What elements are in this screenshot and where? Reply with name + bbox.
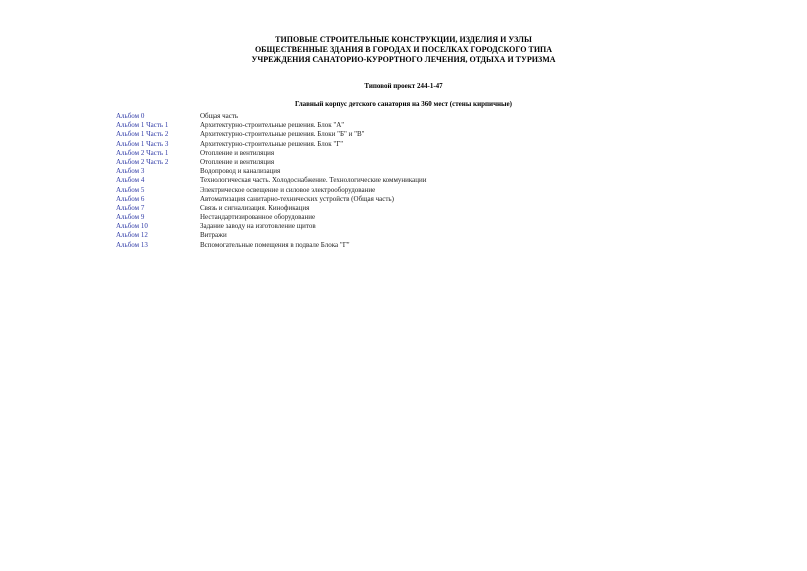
album-description: Электрическое освещение и силовое электрооборудование [200, 185, 376, 194]
album-row [116, 213, 736, 222]
album-description: Вспомогательные помещения в подвале Блока "Г" [200, 240, 350, 249]
album-description: Задание заводу на изготовление щитов [200, 222, 316, 231]
album-link[interactable]: Альбом 4 [116, 176, 145, 185]
album-link[interactable]: Альбом 1 Часть 3 [116, 139, 169, 148]
album-link[interactable]: Альбом 9 [116, 213, 145, 222]
album-description: Связь и сигнализация. Кинофикация [200, 203, 310, 212]
album-description: Отопление и вентиляция [200, 157, 275, 166]
album-row [116, 204, 736, 213]
album-link[interactable]: Альбом 1 Часть 1 [116, 121, 169, 130]
album-description: Архитектурно-строительные решения. Блок "Г" [200, 139, 344, 148]
album-description: Отопление и вентиляция [200, 148, 275, 157]
album-row [116, 241, 736, 250]
album-row [116, 130, 736, 139]
album-description: Архитектурно-строительные решения. Блок "А" [200, 121, 345, 130]
header-line-2: ОБЩЕСТВЕННЫЕ ЗДАНИЯ В ГОРОДАХ И ПОСЕЛКАХ ГОРОДСКОГО ТИПА [254, 45, 553, 54]
album-row [116, 195, 736, 204]
album-description: Водопровод и канализация [200, 167, 281, 176]
album-link[interactable]: Альбом 2 Часть 1 [116, 148, 169, 157]
album-row [116, 186, 736, 195]
album-description: Автоматизация санитарно-технических устройств (Общая часть) [200, 194, 394, 203]
album-description: Витражи [200, 231, 227, 240]
album-row [116, 176, 736, 185]
album-row [116, 158, 736, 167]
album-link[interactable]: Альбом 10 [116, 222, 148, 231]
album-row [116, 112, 736, 121]
album-description: Технологическая часть. Холодоснабжение. Технологические коммуникации [200, 176, 427, 185]
album-description: Общая часть [200, 112, 239, 120]
album-link[interactable]: Альбом 0 [116, 112, 145, 120]
header-line-3: УЧРЕЖДЕНИЯ САНАТОРИО-КУРОРТНОГО ЛЕЧЕНИЯ, ОТДЫХА И ТУРИЗМА [251, 55, 556, 64]
album-row [116, 149, 736, 158]
album-list [116, 112, 736, 250]
album-row [116, 121, 736, 130]
album-link[interactable]: Альбом 13 [116, 240, 148, 249]
album-row [116, 140, 736, 149]
album-description: Архитектурно-строительные решения. Блоки "Б" и "В" [200, 130, 365, 139]
album-link[interactable]: Альбом 3 [116, 167, 145, 176]
album-link[interactable]: Альбом 7 [116, 203, 145, 212]
album-description: Нестандартизированное оборудование [200, 213, 316, 222]
album-row [116, 231, 736, 240]
album-row [116, 222, 736, 231]
project-code: Типовой проект 244-1-47 [364, 82, 443, 90]
album-link[interactable]: Альбом 1 Часть 2 [116, 130, 169, 139]
album-link[interactable]: Альбом 2 Часть 2 [116, 157, 169, 166]
album-link[interactable]: Альбом 5 [116, 185, 145, 194]
album-link[interactable]: Альбом 6 [116, 194, 145, 203]
album-row [116, 167, 736, 176]
album-link[interactable]: Альбом 12 [116, 231, 148, 240]
document-header [0, 35, 807, 65]
project-title: Главный корпус детского санатория на 360 мест (стены кирпичные) [295, 100, 512, 108]
header-line-1: ТИПОВЫЕ СТРОИТЕЛЬНЫЕ КОНСТРУКЦИИ, ИЗДЕЛИЯ И УЗЛЫ [275, 35, 532, 44]
